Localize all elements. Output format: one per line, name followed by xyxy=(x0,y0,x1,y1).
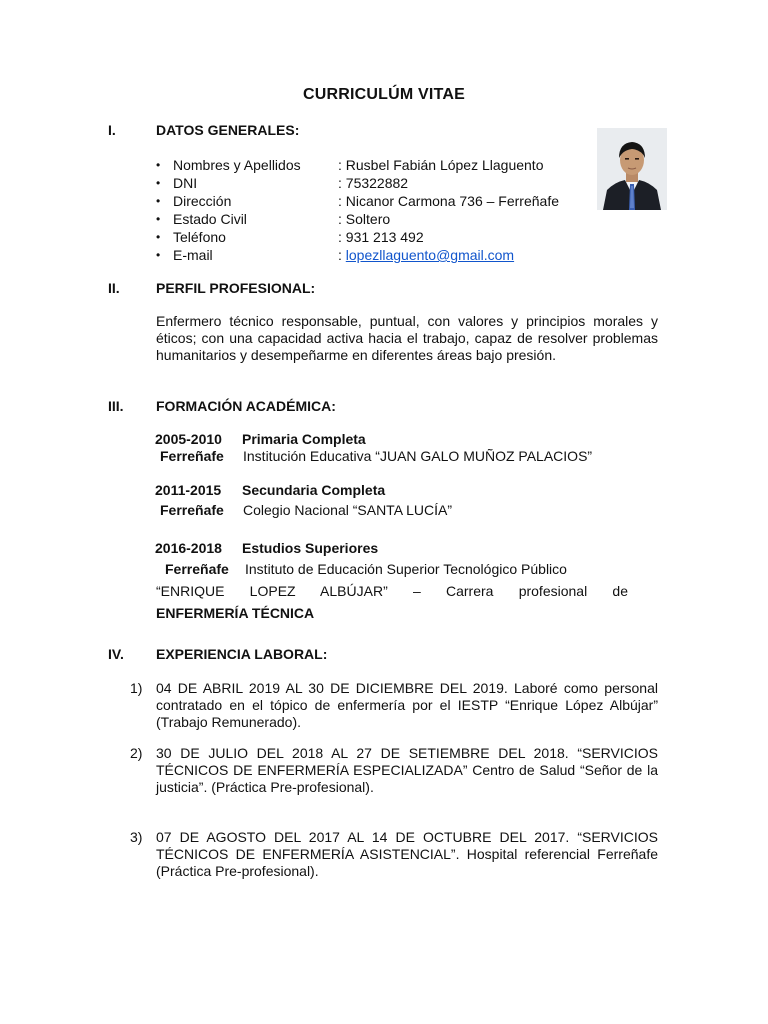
education-place: Ferreñafe xyxy=(160,502,224,518)
profile-paragraph: Enfermero técnico responsable, puntual, con valores y principios morales y éticos; con una capacidad activa hacia el trabajo, capaz de resolver problemas humanitarios y desempeñarme en diferentes áreas bajo presión. xyxy=(156,313,658,363)
field-value: : Soltero xyxy=(338,211,391,227)
bullet-icon: • xyxy=(156,158,161,172)
education-institution: Institución Educativa “JUAN GALO MUÑOZ PALACIOS” xyxy=(243,448,593,464)
bullet-icon: • xyxy=(156,230,161,244)
section-number: III. xyxy=(108,398,124,414)
experience-number: 1) xyxy=(130,680,143,696)
field-name: DNI xyxy=(173,175,198,191)
education-level: Primaria Completa xyxy=(242,431,366,447)
document-title: CURRICULÚM VITAE xyxy=(302,86,465,103)
education-entry-heading xyxy=(155,431,366,447)
experience-text: 07 DE AGOSTO DEL 2017 AL 14 DE OCTUBRE DEL 2017. “SERVICIOS TÉCNICOS DE ENFERMERÍA ASISTENCIAL”. Hospital referencial Ferreñafe (Práctica Pre-profesional). xyxy=(156,829,658,879)
experience-number: 2) xyxy=(130,745,143,761)
education-institution-continued: “ENRIQUE LOPEZ ALBÚJAR” – Carrera profesional de xyxy=(156,583,628,599)
education-years: 2005-2010 xyxy=(155,431,222,447)
email-link[interactable]: lopezllaguento@gmail.com xyxy=(345,247,515,263)
education-entry-detail xyxy=(160,448,593,464)
field-name: Dirección xyxy=(173,193,232,209)
colon-prefix: : xyxy=(338,247,346,263)
education-place: Ferreñafe xyxy=(160,448,224,464)
bullet-icon: • xyxy=(156,248,161,262)
field-name: E-mail xyxy=(173,247,213,263)
field-name: Teléfono xyxy=(173,229,226,245)
education-career: ENFERMERÍA TÉCNICA xyxy=(156,605,315,621)
field-value: : 75322882 xyxy=(338,175,409,191)
bullet-icon: • xyxy=(156,212,161,226)
education-level: Estudios Superiores xyxy=(242,540,379,556)
education-level: Secundaria Completa xyxy=(242,482,386,498)
education-entry-detail xyxy=(165,561,567,577)
section-label: PERFIL PROFESIONAL: xyxy=(156,280,316,296)
experience-text: 30 DE JULIO DEL 2018 AL 27 DE SETIEMBRE DEL 2018. “SERVICIOS TÉCNICOS DE ENFERMERÍA ESPECIALIZADA” Centro de Salud “Señor de la justicia”. (Práctica Pre-profesional). xyxy=(156,745,658,795)
section-number: II. xyxy=(108,280,120,296)
email-field-value xyxy=(338,246,514,264)
experience-text: 04 DE ABRIL 2019 AL 30 DE DICIEMBRE DEL 2019. Laboré como personal contratado en el tópico de enfermería por el IESTP “Enrique López Albújar” (Trabajo Remunerado). xyxy=(156,680,658,730)
section-label: FORMACIÓN ACADÉMICA: xyxy=(156,398,336,414)
education-years: 2011-2015 xyxy=(155,482,222,498)
education-years: 2016-2018 xyxy=(155,540,222,556)
profile-photo-image xyxy=(597,128,667,210)
profile-photo xyxy=(597,128,667,210)
field-name: Estado Civil xyxy=(173,211,247,227)
education-place: Ferreñafe xyxy=(165,561,229,577)
education-institution: Instituto de Educación Superior Tecnológico Público xyxy=(245,561,567,577)
section-label: DATOS GENERALES: xyxy=(156,122,300,138)
bullet-icon: • xyxy=(156,176,161,190)
section-number: IV. xyxy=(108,646,124,662)
section-label: EXPERIENCIA LABORAL: xyxy=(156,646,328,662)
field-value: : Rusbel Fabián López Llaguento xyxy=(338,157,544,173)
education-institution: Colegio Nacional “SANTA LUCÍA” xyxy=(243,502,453,518)
field-value: : 931 213 492 xyxy=(338,229,424,245)
section-number: I. xyxy=(108,122,116,138)
bullet-icon: • xyxy=(156,194,161,208)
field-name: Nombres y Apellidos xyxy=(173,157,301,173)
education-entry-heading xyxy=(155,482,386,498)
education-entry-detail xyxy=(160,502,453,518)
education-entry-heading xyxy=(155,540,379,556)
experience-number: 3) xyxy=(130,829,143,845)
field-value: : Nicanor Carmona 736 – Ferreñafe xyxy=(338,193,559,209)
